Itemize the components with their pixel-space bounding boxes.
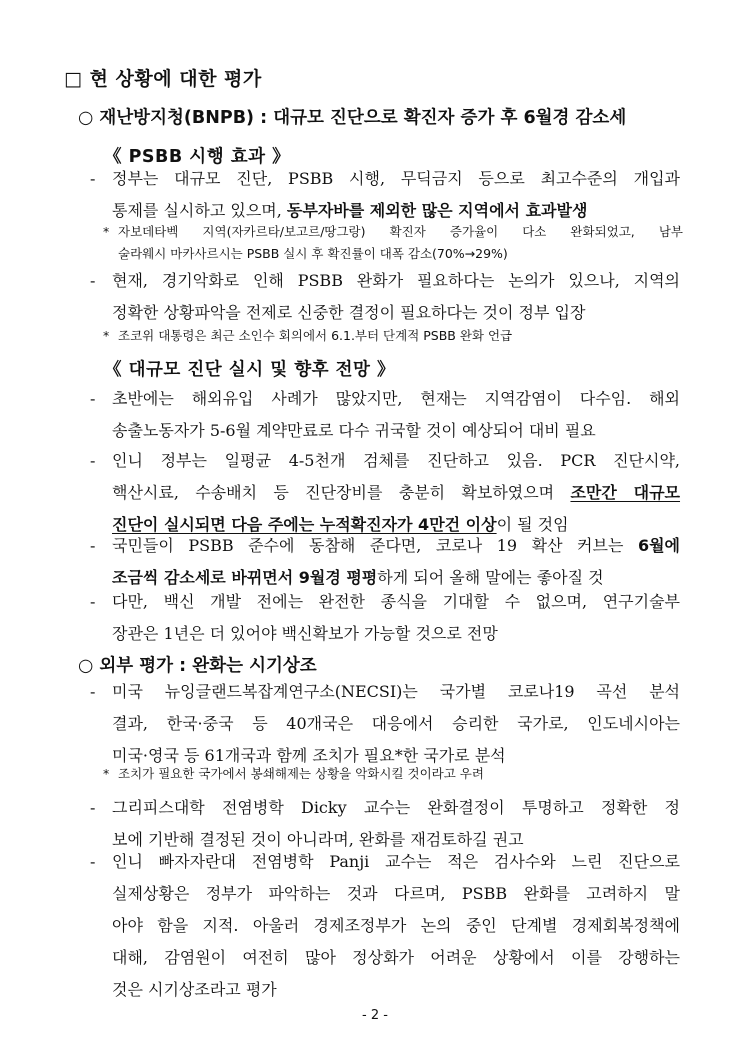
subheading-psbb-effect: 《 PSBB 시행 효과 》 (104, 147, 291, 167)
paragraph-testing-capacity (90, 445, 680, 541)
subheading-mass-testing: 《 대규모 진단 실시 및 향후 전망 》 (104, 360, 396, 380)
dash-marker: - (90, 451, 96, 470)
highlight-text: 동부자바를 제외한 많은 지역에서 효과발생 (286, 201, 588, 220)
highlight-text: 조금씩 감소세로 바뀌면서 9월경 평평 (112, 568, 378, 587)
text-line: 결과, 한국·중국 등 40개국은 대응에서 승리한 국가로, 인도네시아는 (112, 714, 680, 733)
note-line: 조코위 대통령은 최근 소인수 회의에서 6.1.부터 단계적 PSBB 완화 언급 (118, 328, 513, 343)
text-line: 대해, 감염원이 여전히 많아 정상화가 어려운 상황에서 이를 강행하는 (112, 948, 680, 967)
dash-marker: - (90, 536, 96, 555)
dash-marker: - (90, 271, 96, 290)
text-line: 인니 빠자자란대 전염병학 Panji 교수는 적은 검사수와 느린 진단으로 (112, 852, 680, 871)
highlight-text: 진단이 실시되면 다음 주에는 누적확진자가 4만건 이상 (112, 515, 497, 534)
text-line: 초반에는 해외유입 사례가 많았지만, 현재는 지역감염이 다수임. 해외 (112, 389, 680, 408)
note-line: 조치가 필요한 국가에서 봉쇄해제는 상황을 악화시킬 것이라고 우려 (118, 766, 484, 781)
dash-marker: - (90, 682, 96, 701)
text-line: 현재, 경기악화로 인해 PSBB 완화가 필요하다는 논의가 있으나, 지역의 (112, 271, 680, 290)
text-run: 이 될 것임 (496, 515, 569, 534)
text-line: 장관은 1년은 더 있어야 백신확보가 가능할 것으로 전망 (112, 624, 498, 643)
text-line: 것은 시기상조라고 평가 (112, 980, 277, 999)
text-line: 다만, 백신 개발 전에는 완전한 종식을 기대할 수 없으며, 연구기술부 (112, 592, 680, 611)
paragraph-covid-curve (90, 530, 680, 594)
text-line: 정확한 상황파악을 전제로 신중한 결정이 필요하다는 것이 정부 입장 (112, 303, 586, 322)
page-number: - 2 - (362, 1008, 388, 1023)
highlight-text: 조만간 대규모 (570, 483, 681, 502)
text-line: 송출노동자가 5-6월 계약만료로 다수 귀국할 것이 예상되어 대비 필요 (112, 421, 596, 440)
paragraph-psbb-relaxation (90, 265, 680, 329)
asterisk-marker: * (103, 766, 110, 781)
text-line: 정부는 대규모 진단, PSBB 시행, 무딕금지 등으로 최고수준의 개입과 (112, 169, 680, 188)
text-line: 아야 함을 지적. 아울러 경제조정부가 논의 중인 단계별 경제회복정책에 (112, 916, 680, 935)
note-lockdown (103, 763, 683, 785)
section-title: □ 현 상황에 대한 평가 (64, 68, 262, 90)
paragraph-panji (90, 846, 680, 1006)
dash-marker: - (90, 592, 96, 611)
dash-marker: - (90, 389, 96, 408)
text-line: 그리피스대학 전염병학 Dicky 교수는 완화결정이 투명하고 정확한 정 (112, 798, 680, 817)
text-line: 보에 기반해 결정된 것이 아니라며, 완화를 재검토하길 권고 (112, 830, 524, 849)
dash-marker: - (90, 798, 96, 817)
paragraph-vaccine (90, 586, 680, 650)
note-jabodetabek (103, 221, 683, 265)
text-line: 인니 정부는 일평균 4-5천개 검체를 진단하고 있음. PCR 진단시약, (112, 451, 680, 470)
paragraph-local-infection (90, 383, 680, 447)
asterisk-marker: * (103, 328, 110, 343)
asterisk-marker: * (103, 224, 110, 239)
dash-marker: - (90, 169, 96, 188)
paragraph-government-measures (90, 163, 680, 227)
text-run: 통제를 실시하고 있으며, (112, 201, 287, 220)
text-line (112, 477, 680, 509)
note-president (103, 325, 683, 347)
note-line: 자보데타벡 지역(자카르타/보고르/땅그랑) 확진자 증가율이 다소 완화되었고, 남부 (118, 224, 683, 239)
dash-marker: - (90, 852, 96, 871)
text-line (112, 530, 680, 562)
note-line: 술라웨시 마카사르시는 PSBB 실시 후 확진률이 대폭 감소(70%→29%) (118, 246, 508, 261)
text-run: 국민들이 PSBB 준수에 동참해 준다면, 코로나 19 확산 커브는 (112, 536, 638, 555)
bnpb-heading: ○ 재난방지청(BNPB) : 대규모 진단으로 확진자 증가 후 6월경 감소세 (78, 108, 627, 128)
highlight-text: 6월에 (637, 536, 680, 555)
external-heading: ○ 외부 평가 : 완화는 시기상조 (78, 656, 317, 676)
text-run: 하게 되어 올해 말에는 좋아질 것 (377, 568, 604, 587)
text-line: 실제상황은 정부가 파악하는 것과 다르며, PSBB 완화를 고려하지 말 (112, 884, 680, 903)
text-line: 미국·영국 등 61개국과 함께 조치가 필요*한 국가로 분석 (112, 746, 506, 765)
text-run: 핵산시료, 수송배치 등 진단장비를 충분히 확보하였으며 (112, 483, 571, 502)
text-line: 미국 뉴잉글랜드복잡계연구소(NECSI)는 국가별 코로나19 곡선 분석 (112, 682, 680, 701)
paragraph-necsi (90, 676, 680, 772)
